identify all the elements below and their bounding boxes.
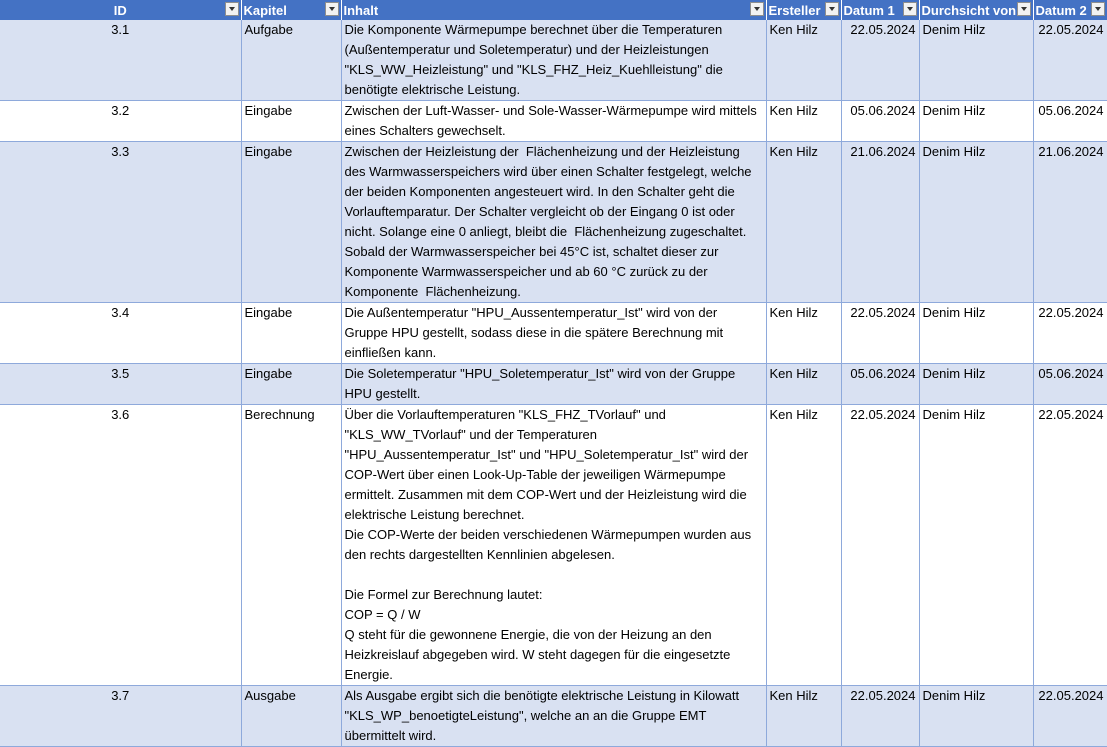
cell-kapitel[interactable]: Eingabe xyxy=(241,142,341,303)
header-label: Datum 2 xyxy=(1035,3,1087,19)
cell-datum1[interactable]: 22.05.2024 xyxy=(841,20,919,101)
cell-datum2[interactable]: 05.06.2024 xyxy=(1033,364,1107,405)
cell-datum2[interactable]: 22.05.2024 xyxy=(1033,20,1107,101)
cell-inhalt[interactable]: Die Außentemperatur "HPU_Aussentemperatur_Ist" wird von der Gruppe HPU gestellt, sodass diese in die spätere Berechnung mit einfließen kann. xyxy=(341,303,766,364)
cell-ersteller[interactable]: Ken Hilz xyxy=(766,686,841,747)
cell-datum1[interactable]: 21.06.2024 xyxy=(841,142,919,303)
column-header-kapitel xyxy=(241,0,341,20)
filter-dropdown-icon[interactable] xyxy=(325,2,339,16)
cell-datum2[interactable]: 05.06.2024 xyxy=(1033,101,1107,142)
cell-ersteller[interactable]: Ken Hilz xyxy=(766,303,841,364)
filter-dropdown-icon[interactable] xyxy=(750,2,764,16)
cell-ersteller[interactable]: Ken Hilz xyxy=(766,101,841,142)
cell-kapitel[interactable]: Eingabe xyxy=(241,364,341,405)
cell-datum2[interactable]: 22.05.2024 xyxy=(1033,303,1107,364)
cell-inhalt[interactable]: Als Ausgabe ergibt sich die benötigte elektrische Leistung in Kilowatt "KLS_WP_benoetigteLeistung", welche an an die Gruppe EMT übermittelt wird. xyxy=(341,686,766,747)
column-header-inhalt xyxy=(341,0,766,20)
cell-kapitel[interactable]: Eingabe xyxy=(241,101,341,142)
filter-dropdown-icon[interactable] xyxy=(903,2,917,16)
cell-datum2[interactable]: 22.05.2024 xyxy=(1033,686,1107,747)
cell-datum2[interactable]: 21.06.2024 xyxy=(1033,142,1107,303)
cell-inhalt[interactable]: Die Soletemperatur "HPU_Soletemperatur_Ist" wird von der Gruppe HPU gestellt. xyxy=(341,364,766,405)
filter-dropdown-icon[interactable] xyxy=(225,2,239,16)
column-header-datum1 xyxy=(841,0,919,20)
header-row xyxy=(0,0,1107,20)
table-row xyxy=(0,686,1107,747)
table-row xyxy=(0,101,1107,142)
cell-inhalt[interactable]: Zwischen der Heizleistung der Flächenheizung und der Heizleistung des Warmwasserspeichers wird über einen Schalter festgelegt, welche der beiden Komponenten angesteuert wird. In den Schalter geht die Vorlauftemparatur. Der Schalter vergleicht ob der Eingang 0 ist oder nicht. Solange eine 0 anliegt, bleibt die Flächenheizung zugeschaltet. Sobald der Warmwasserspeicher bei 45°C ist, schaltet dieser zur Komponente Warmwasserspeicher und ab 60 °C zurück zu der Komponente Flächenheizung. xyxy=(341,142,766,303)
header-label: Datum 1 xyxy=(843,3,895,19)
table-row xyxy=(0,405,1107,686)
cell-datum1[interactable]: 22.05.2024 xyxy=(841,303,919,364)
cell-durchsicht[interactable]: Denim Hilz xyxy=(919,364,1033,405)
cell-id[interactable]: 3.1 xyxy=(0,20,241,101)
cell-durchsicht[interactable]: Denim Hilz xyxy=(919,142,1033,303)
cell-durchsicht[interactable]: Denim Hilz xyxy=(919,303,1033,364)
cell-datum1[interactable]: 05.06.2024 xyxy=(841,364,919,405)
column-header-ersteller xyxy=(766,0,841,20)
cell-id[interactable]: 3.2 xyxy=(0,101,241,142)
filter-dropdown-icon[interactable] xyxy=(1017,2,1031,16)
column-header-durchsicht xyxy=(919,0,1033,20)
table-row xyxy=(0,364,1107,405)
cell-datum1[interactable]: 05.06.2024 xyxy=(841,101,919,142)
filter-dropdown-icon[interactable] xyxy=(1091,2,1105,16)
cell-id[interactable]: 3.5 xyxy=(0,364,241,405)
cell-inhalt[interactable]: Zwischen der Luft-Wasser- und Sole-Wasser-Wärmepumpe wird mittels eines Schalters gewechselt. xyxy=(341,101,766,142)
cell-datum1[interactable]: 22.05.2024 xyxy=(841,405,919,686)
cell-id[interactable]: 3.6 xyxy=(0,405,241,686)
table-row xyxy=(0,20,1107,101)
table-row xyxy=(0,303,1107,364)
cell-kapitel[interactable]: Aufgabe xyxy=(241,20,341,101)
cell-id[interactable]: 3.3 xyxy=(0,142,241,303)
cell-inhalt[interactable]: Über die Vorlauftemperaturen "KLS_FHZ_TVorlauf" und "KLS_WW_TVorlauf" und der Temperaturen "HPU_Aussentemperatur_Ist" und "HPU_Soletemperatur_Ist" wird der COP-Wert über einen Look-Up-Table der jeweiligen Wärmepumpe ermittelt. Zusammen mit dem COP-Wert und der Heizleistung wird die elektrische Leistung berechnet. Die COP-Werte der beiden verschiedenen Wärmepumpen wurden aus den rechts dargestellten Kennlinien abgelesen. Die Formel zur Berechnung lautet: COP = Q / W Q steht für die gewonnene Energie, die von der Heizung an den Heizkreislauf abgegeben wird. W steht dagegen für die eingesetzte Energie. xyxy=(341,405,766,686)
cell-durchsicht[interactable]: Denim Hilz xyxy=(919,686,1033,747)
cell-ersteller[interactable]: Ken Hilz xyxy=(766,405,841,686)
table-row xyxy=(0,142,1107,303)
cell-id[interactable]: 3.4 xyxy=(0,303,241,364)
cell-ersteller[interactable]: Ken Hilz xyxy=(766,142,841,303)
header-label: Ersteller xyxy=(768,3,821,19)
header-label: ID xyxy=(113,3,127,19)
column-header-id xyxy=(0,0,241,20)
cell-ersteller[interactable]: Ken Hilz xyxy=(766,20,841,101)
cell-kapitel[interactable]: Eingabe xyxy=(241,303,341,364)
header-label: Durchsicht von xyxy=(921,3,1017,19)
cell-durchsicht[interactable]: Denim Hilz xyxy=(919,101,1033,142)
cell-id[interactable]: 3.7 xyxy=(0,686,241,747)
cell-kapitel[interactable]: Ausgabe xyxy=(241,686,341,747)
header-label: Inhalt xyxy=(343,3,379,19)
cell-datum2[interactable]: 22.05.2024 xyxy=(1033,405,1107,686)
cell-ersteller[interactable]: Ken Hilz xyxy=(766,364,841,405)
cell-inhalt[interactable]: Die Komponente Wärmepumpe berechnet über die Temperaturen (Außentemperatur und Soletemperatur) und der Heizleistungen "KLS_WW_Heizleistung" und "KLS_FHZ_Heiz_Kuehlleistung" die benötigte elektrische Leistung. xyxy=(341,20,766,101)
filter-dropdown-icon[interactable] xyxy=(825,2,839,16)
cell-durchsicht[interactable]: Denim Hilz xyxy=(919,20,1033,101)
cell-durchsicht[interactable]: Denim Hilz xyxy=(919,405,1033,686)
header-label: Kapitel xyxy=(243,3,287,19)
column-header-datum2 xyxy=(1033,0,1107,20)
cell-kapitel[interactable]: Berechnung xyxy=(241,405,341,686)
cell-datum1[interactable]: 22.05.2024 xyxy=(841,686,919,747)
